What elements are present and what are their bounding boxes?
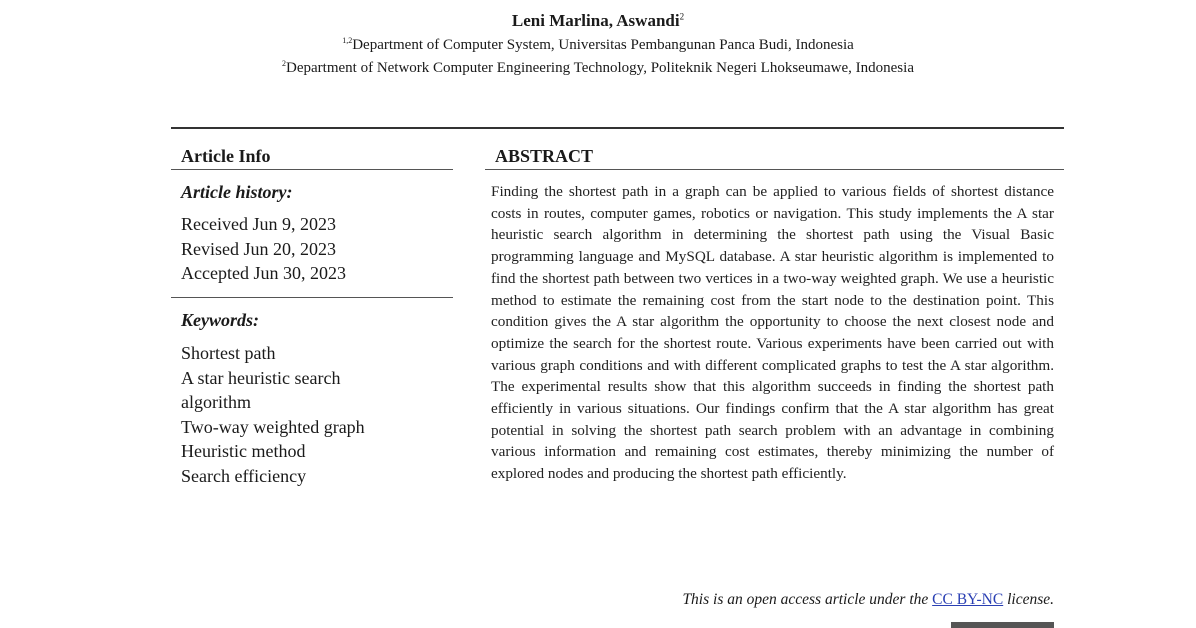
abstract-heading: ABSTRACT bbox=[485, 145, 1064, 170]
keywords-heading: Keywords: bbox=[181, 310, 259, 330]
revised-date: Revised Jun 20, 2023 bbox=[181, 238, 336, 259]
affiliation-1: $^{1,2}$Department of Computer System, Universitas Pembangunan Panca Budi, Indonesia bbox=[342, 36, 854, 53]
top-divider bbox=[171, 127, 1064, 129]
author-names: Leni Marlina, Aswandi$^2$ bbox=[511, 11, 685, 30]
keyword-item: A star heuristic search bbox=[181, 367, 341, 388]
accepted-date: Accepted Jun 30, 2023 bbox=[181, 263, 346, 283]
abstract-column bbox=[485, 145, 1064, 485]
affiliation-2: $^2$Department of Network Computer Engineering Technology, Politeknik Negeri Lhokseumawe, Indonesia bbox=[282, 59, 914, 76]
article-info-column bbox=[171, 145, 453, 488]
keyword-list bbox=[171, 341, 453, 488]
abstract-text: Finding the shortest path in a graph can be applied to various fields of shortest distance costs in routes, computer games, robotics or navigation. This study implements the A star heuristic search algorithm in determining the shortest path using the Visual Basic programming language and MySQL database. A star heuristic algorithm is implemented to find the shortest path between two vertices in a two-way weighted graph. We use a heuristic method to estimate the remaining cost from the start node to the destination point. This condition gives the A star algorithm the opportunity to choose the next closest node and optimize the search for the shortest route. Various experiments have been carried out with various graph conditions and with different complicated graphs to test the A star algorithm. The experimental results show that this algorithm succeeds in finding the shortest path efficiently in various situations. Our findings confirm that the A star algorithm has great potential in solving the shortest path search problem with an advantage in combining various information and remaining cost estimates, thereby minimizing the number of explored nodes and producing the shortest path efficiently. bbox=[491, 183, 1054, 483]
keyword-item: algorithm bbox=[181, 392, 251, 412]
info-divider bbox=[171, 297, 453, 299]
article-history-heading: Article history: bbox=[181, 182, 293, 202]
license-statement: This is an open access article under the CC BY-NC license. bbox=[682, 591, 1054, 608]
cc-license-link[interactable]: CC BY-NC bbox=[932, 591, 1004, 608]
article-info-heading: Article Info bbox=[171, 145, 453, 170]
keyword-item: Search efficiency bbox=[181, 465, 307, 486]
keyword-item: Shortest path bbox=[181, 343, 276, 363]
history-list bbox=[171, 212, 453, 286]
keyword-item: Heuristic method bbox=[181, 441, 306, 461]
received-date: Received Jun 9, 2023 bbox=[181, 214, 336, 234]
keyword-item: Two-way weighted graph bbox=[181, 416, 365, 437]
license-badge bbox=[951, 622, 1054, 628]
